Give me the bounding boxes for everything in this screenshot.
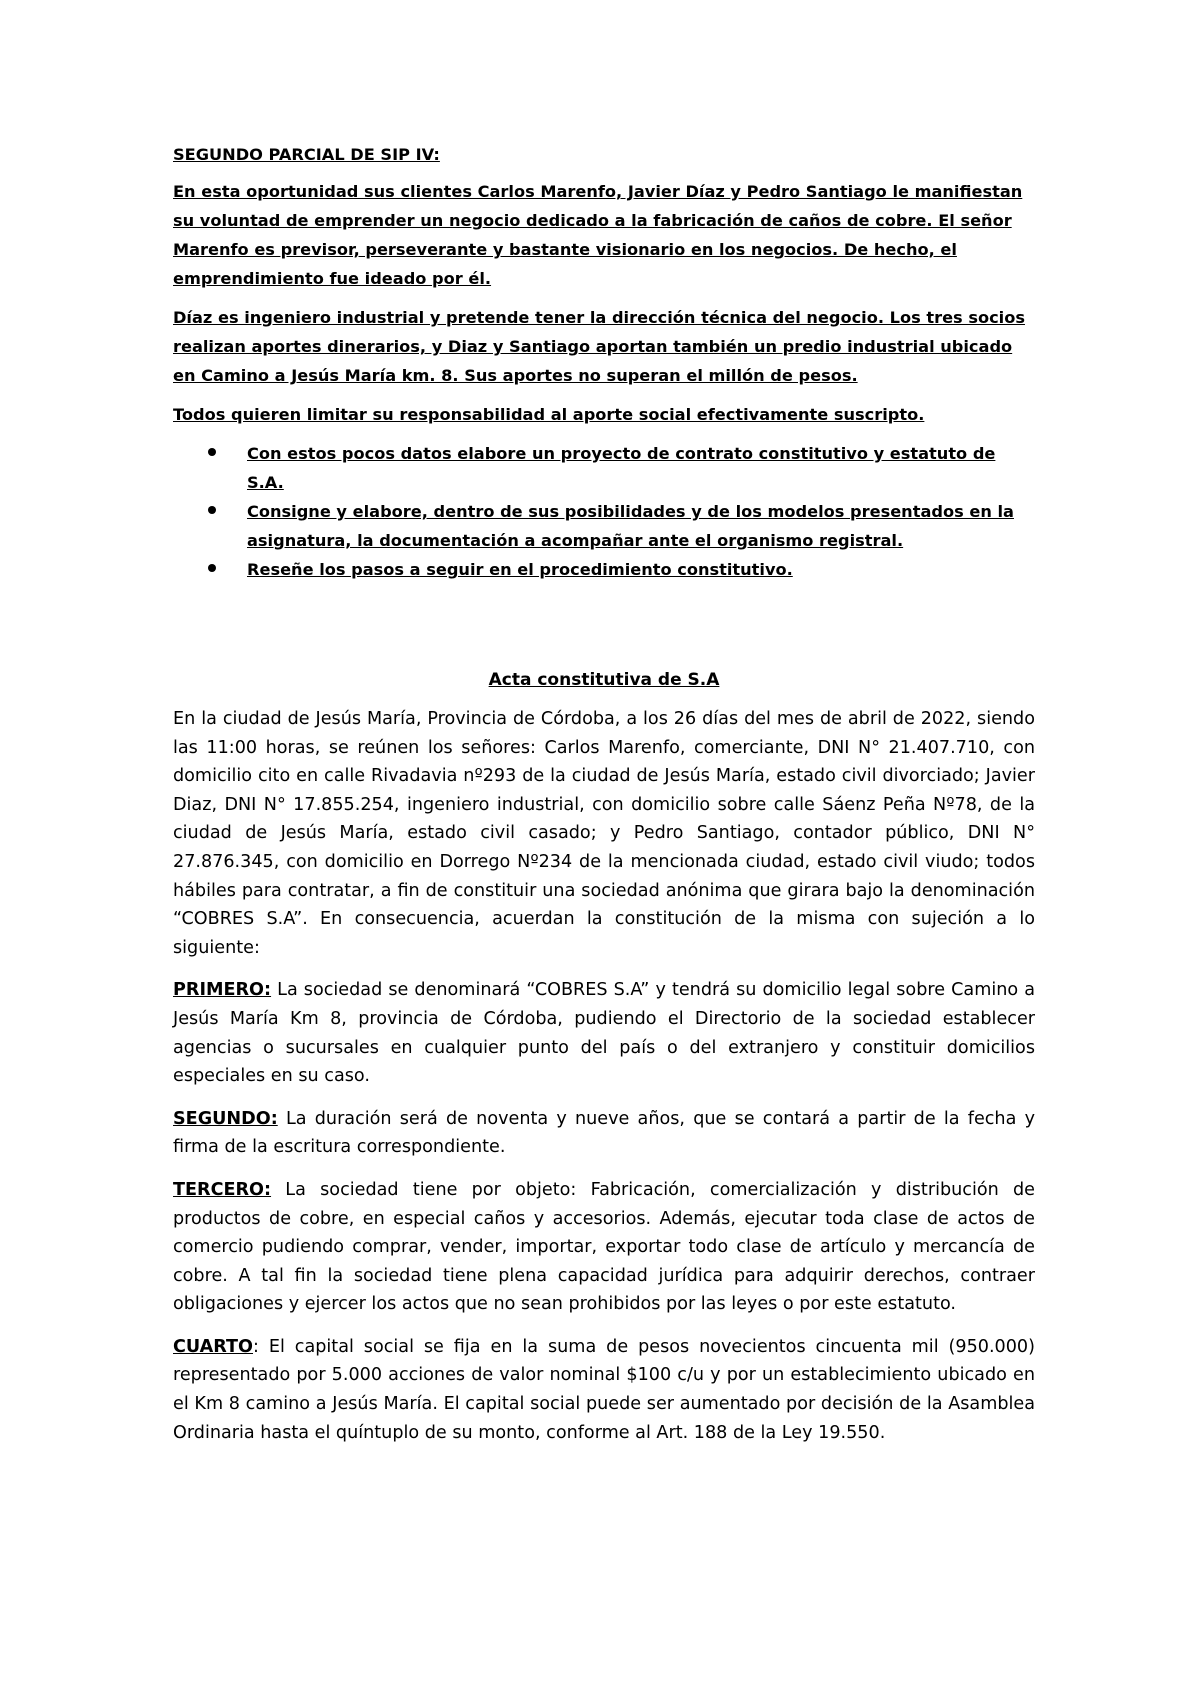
exam-title: SEGUNDO PARCIAL DE SIP IV: xyxy=(173,145,440,164)
intro-paragraph-liability: Todos quieren limitar su responsabilidad al aporte social efectivamente suscripto. xyxy=(173,405,925,424)
task-item xyxy=(247,555,1035,584)
task-text: Con estos pocos datos elabore un proyecto de contrato constitutivo y estatuto de S.A. xyxy=(247,444,996,492)
bullet-icon xyxy=(208,448,216,456)
intro-paragraph-clients: En esta oportunidad sus clientes Carlos Marenfo, Javier Díaz y Pedro Santiago le manifiestan su voluntad de emprender un negocio dedicado a la fabricación de caños de cobre. El señor Marenfo es previsor, perseverante y bastante visionario en los negocios. De hecho, el emprendimiento fue ideado por él. xyxy=(173,182,1023,288)
clause-cuarto xyxy=(173,1333,1035,1447)
acta-title: Acta constitutiva de S.A xyxy=(488,670,720,690)
task-text: Reseñe los pasos a seguir en el procedimiento constitutivo. xyxy=(247,560,793,579)
document-page xyxy=(173,140,1035,1461)
clause-segundo xyxy=(173,1105,1035,1162)
clause-text: : El capital social se fija en la suma de pesos novecientos cincuenta mil (950.000) representado por 5.000 acciones de valor nominal $100 c/u y por un establecimiento ubicado en el Km 8 camino a Jesús María. El capital social puede ser aumentado por decisión de la Asamblea Ordinaria hasta el quíntuplo de su monto, conforme al Art. 188 de la Ley 19.550. xyxy=(173,1336,1035,1443)
clause-text: La sociedad se denominará “COBRES S.A” y tendrá su domicilio legal sobre Camino a Jesús María Km 8, provincia de Córdoba, pudiendo el Directorio de la sociedad establecer agencias o sucursales en cualquier punto del país o del extranjero y constituir domicilios especiales en su caso. xyxy=(173,980,1035,1087)
clause-label: PRIMERO: xyxy=(173,980,272,1001)
acta-opening-paragraph: En la ciudad de Jesús María, Provincia de Córdoba, a los 26 días del mes de abril de 2022, siendo las 11:00 horas, se reúnen los señores: Carlos Marenfo, comerciante, DNI N° 21.407.710, con domicilio cito en calle Rivadavia nº293 de la ciudad de Jesús María, estado civil divorciado; Javier Diaz, DNI N° 17.855.254, ingeniero industrial, con domicilio sobre calle Sáenz Peña Nº78, de la ciudad de Jesús María, estado civil casado; y Pedro Santiago, contador público, DNI N° 27.876.345, con domicilio en Dorrego Nº234 de la mencionada ciudad, estado civil viudo; todos hábiles para contratar, a fin de constituir una sociedad anónima que girara bajo la denominación “COBRES S.A”. En consecuencia, acuerdan la constitución de la misma con sujeción a lo siguiente: xyxy=(173,709,1035,958)
clause-label: CUARTO xyxy=(173,1336,253,1357)
clause-label: TERCERO: xyxy=(173,1179,272,1200)
clause-primero xyxy=(173,976,1035,1090)
bullet-icon xyxy=(208,506,216,514)
clause-tercero xyxy=(173,1176,1035,1319)
bullet-icon xyxy=(208,564,216,572)
clause-label: SEGUNDO: xyxy=(173,1108,278,1129)
intro-paragraph-contributions: Díaz es ingeniero industrial y pretende tener la dirección técnica del negocio. Los tres socios realizan aportes dinerarios, y Diaz y Santiago aportan también un predio industrial ubicado en Camino a Jesús María km. 8. Sus aportes no superan el millón de pesos. xyxy=(173,308,1025,385)
task-list xyxy=(173,439,1035,584)
task-item xyxy=(247,497,1035,555)
clause-text: La sociedad tiene por objeto: Fabricación, comercialización y distribución de productos de cobre, en especial caños y accesorios. Además, ejecutar toda clase de actos de comercio pudiendo comprar, vender, importar, exportar todo clase de artículo y mercancía de cobre. A tal fin la sociedad tiene plena capacidad jurídica para adquirir derechos, contraer obligaciones y ejercer los actos que no sean prohibidos por las leyes o por este estatuto. xyxy=(173,1179,1035,1315)
task-text: Consigne y elabore, dentro de sus posibilidades y de los modelos presentados en la asignatura, la documentación a acompañar ante el organismo registral. xyxy=(247,502,1014,550)
task-item xyxy=(247,439,1035,497)
clause-text: La duración será de noventa y nueve años, que se contará a partir de la fecha y firma de la escritura correspondiente. xyxy=(173,1108,1035,1158)
